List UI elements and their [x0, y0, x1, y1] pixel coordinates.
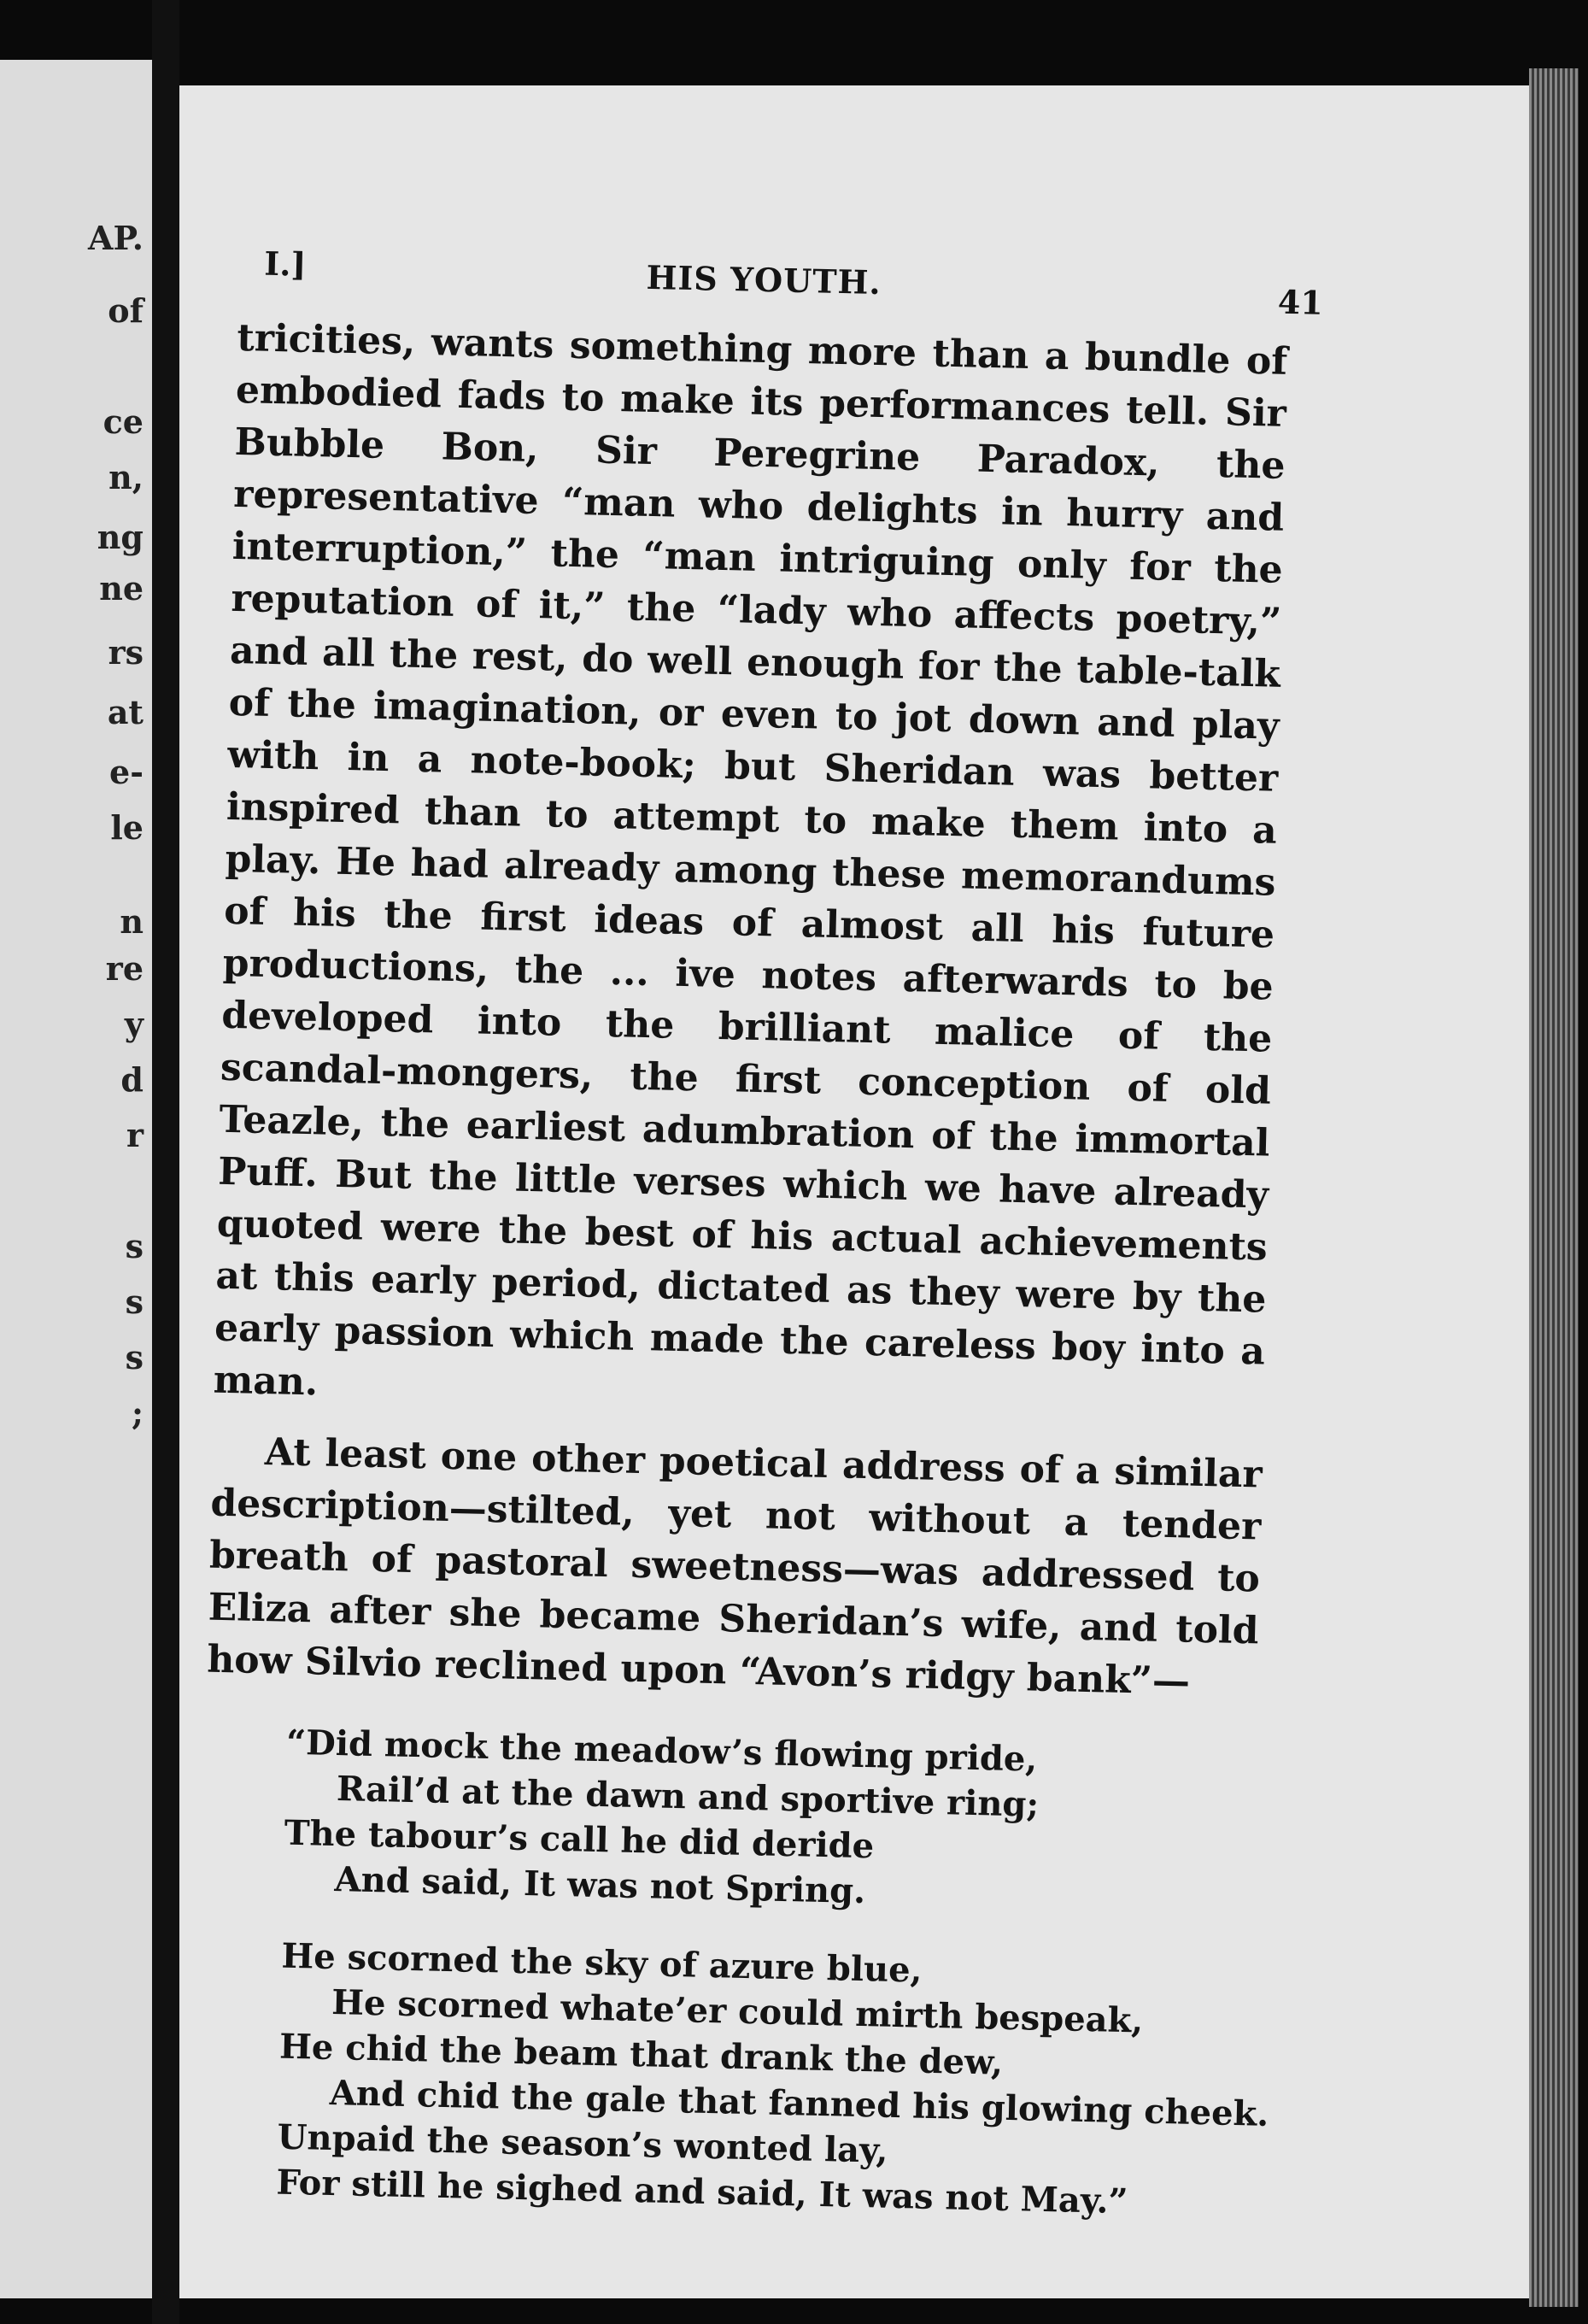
book-gutter: [152, 0, 179, 2324]
left-page-fragment: n,: [108, 458, 144, 496]
left-page-fragment: AP.: [88, 219, 144, 257]
left-page-fragment: r: [126, 1116, 144, 1154]
verse-line: He scorned whate’er could mirth bespeak,: [331, 1981, 1144, 2041]
left-page-fragment: s: [125, 1338, 144, 1376]
page-edges: [1529, 68, 1579, 2307]
left-page-fragment: rs: [108, 633, 144, 672]
left-page-fragment: e-: [109, 753, 144, 791]
chapter-marker: I.]: [263, 244, 307, 284]
verse-line: For still he sighed and said, It was not May.”: [275, 2162, 1128, 2222]
running-title: HIS YOUTH.: [646, 257, 882, 302]
left-page-fragment: s: [125, 1227, 144, 1265]
left-page-fragment: re: [105, 949, 144, 988]
left-page-fragment: of: [108, 291, 144, 330]
verse-line: He chid the beam that drank the dew,: [278, 2026, 1004, 2083]
body-paragraph: tricities, wants something more than a bundle of embodied fads to make its performances tell. Sir Bubble Bon, Sir Peregrine Paradox, the representative “man who delights in hurry and interruption,” the “man intriguing only for the reputation of it,” the “lady who affects poetry,” and all the rest, do well enough for the table-talk of the imagination, or even to jot down and play with in a note-book; but Sheridan was better inspired than to attempt to make them into a play. He had already among these memorandums of his the first ideas of almost all his future productions, the ... ive notes afterwards to be developed into the brilliant malice of the scandal-mongers, the first conception of old Teazle, the earliest adumbration of the immortal Puff. But the little verses which we have already quoted were the best of his actual achievements at this early period, dictated as they were by the early passion which made the careless boy into a man.: [213, 315, 1288, 1405]
left-page-fragment: n: [120, 902, 144, 941]
verse-line: Unpaid the season’s wonted lay,: [277, 2116, 888, 2171]
body-paragraph: At least one other poetical address of a similar description—stilted, yet not without a tender breath of pastoral sweetness—was addressed to Eliza after she became Sheridan’s wife, and told how Silvio reclined upon “Avon’s ridgy bank”—: [206, 1430, 1263, 1704]
page-content: [195, 244, 1324, 2227]
left-page-fragment: ng: [97, 518, 144, 556]
page-number: 41: [1277, 282, 1324, 322]
left-page-fragment: at: [107, 693, 144, 731]
verse-line: He scorned the sky of azure blue,: [281, 1935, 923, 1991]
left-page-fragment: d: [120, 1060, 144, 1099]
book-page: [179, 85, 1529, 2298]
verse-line: And said, It was not Spring.: [334, 1859, 866, 1912]
verse-quotation: [275, 1720, 1269, 2227]
left-page-fragment: ;: [131, 1394, 144, 1432]
verse-line: “Did mock the meadow’s flowing pride,: [285, 1722, 1038, 1780]
previous-page: [0, 60, 152, 2298]
left-page-fragment: y: [124, 1005, 144, 1043]
verse-line: And chid the gale that fanned his glowing cheek.: [329, 2072, 1269, 2134]
left-page-fragment: ne: [99, 569, 144, 607]
left-page-fragment: s: [125, 1282, 144, 1321]
verse-line: Rail’d at the dawn and sportive ring;: [336, 1769, 1040, 1825]
stanza: [275, 1934, 1269, 2227]
left-page-fragment: le: [110, 808, 144, 847]
verse-line: The tabour’s call he did deride: [284, 1812, 875, 1867]
stanza: [283, 1720, 1257, 1923]
left-page-fragment: ce: [103, 402, 144, 441]
